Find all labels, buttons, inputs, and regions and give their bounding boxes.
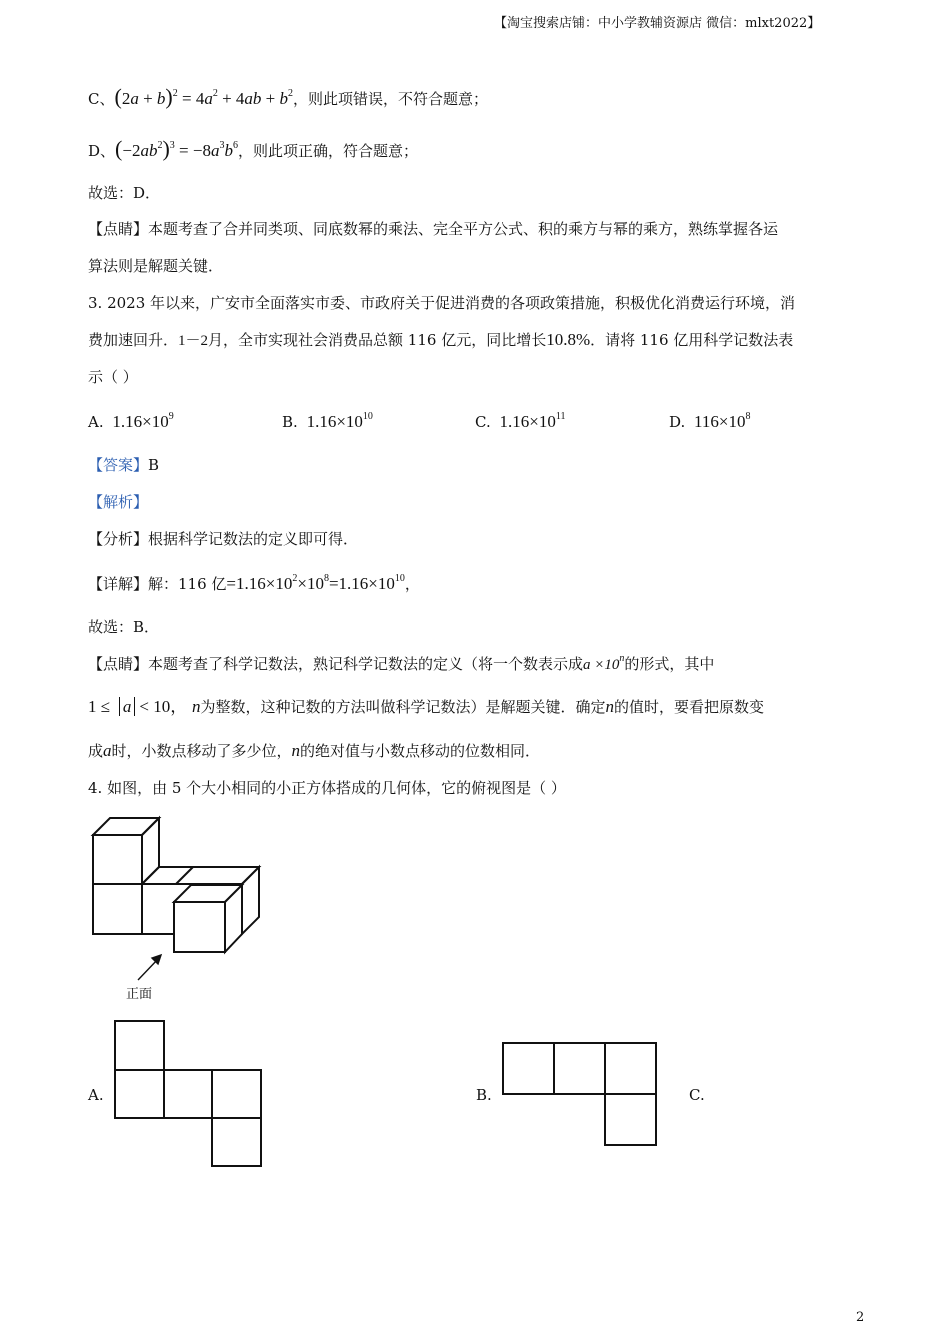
option-d-label: D、 [88, 142, 116, 160]
option-mantissa: 1.16×10 [112, 412, 169, 431]
option-c-label: C、 [88, 90, 115, 108]
q3-stem-text-c: ．请将 116 亿用科学记数法表 [590, 331, 794, 349]
cube-front-face [93, 884, 142, 934]
detail-exponent: 2 [292, 573, 298, 584]
q4-option-a-label: A. [88, 1086, 104, 1104]
option-d-line [88, 136, 418, 161]
tip-text: 本题考查了科学记数法，熟记科学记数法的定义（将一个数表示成 [148, 655, 584, 673]
detail-math: =1.16×10 [328, 574, 395, 593]
option-d-comment: ，则此项正确，符合题意； [237, 142, 418, 160]
option-exponent: 10 [362, 411, 373, 422]
q3-tip-line-2 [88, 697, 764, 717]
answer-value: B [148, 456, 160, 474]
answer-tag: 【答案】 [88, 456, 149, 474]
q3-tip-line-3 [88, 741, 540, 761]
q3-stem-line-1: 3. 2023 年以来，广安市全面落实市委、市政府关于促进消费的各项政策措施，积极优化消费运行环境，消 [88, 294, 796, 312]
cube-top-face [142, 867, 259, 884]
q3-months: 1－2 [178, 333, 209, 349]
q4-stem: 4. 如图，由 5 个大小相同的小正方体搭成的几何体，它的俯视图是（ ） [88, 779, 566, 797]
detail-end: ， [404, 575, 420, 593]
option-label: C. [475, 413, 491, 431]
option-exponent: 11 [555, 411, 566, 422]
option-exponent: 8 [745, 411, 751, 422]
q3-tip-line-1 [88, 654, 714, 675]
detail-exponent: 8 [323, 573, 329, 584]
option-d-formula: $(-2ab^2)^3 = -8a^3b^6$ [115, 136, 238, 161]
q4-option-b-label: B. [476, 1086, 492, 1104]
fenxi-text: 根据科学记数法的定义即可得． [148, 530, 359, 548]
tip-tag: 【点睛】 [88, 655, 149, 673]
tip-text: 为整数，这种记数的方法叫做科学记数法）是解题关键．确定 [200, 698, 606, 716]
tip-var-n: n [192, 697, 201, 716]
option-label: A. [88, 413, 104, 431]
analysis-tag: 【解析】 [88, 493, 149, 511]
option-mantissa: 116×10 [694, 412, 746, 431]
cube-side-face [242, 867, 259, 934]
tip-var-a: a [103, 741, 112, 760]
fenxi-tag: 【分析】 [88, 530, 149, 548]
q3-option-a [88, 412, 174, 432]
tip-var-n: n [291, 741, 301, 760]
q4-option-a-figure [114, 1020, 264, 1170]
option-c-formula: $(2a + b)^2 = 4a^2 + 4ab + b^2$ [114, 84, 294, 109]
tip-text: 成 [88, 742, 104, 760]
option-c-comment: ，则此项错误，不符合题意； [293, 90, 489, 108]
q3-percent: 10.8% [546, 330, 591, 349]
option-mantissa: 1.16×10 [499, 412, 556, 431]
prev-tip-line-1 [88, 219, 778, 239]
q3-stem-line-2 [88, 330, 793, 351]
detail-text: 解：116 亿 [148, 575, 227, 593]
cube-front-face [174, 902, 225, 952]
option-mantissa: 1.16×10 [306, 412, 363, 431]
q3-stem-text-a: 费加速回升． [88, 331, 179, 349]
q3-option-d [669, 412, 751, 432]
tip-math: < 10， [139, 697, 188, 716]
detail-math: ×10 [297, 574, 324, 593]
q3-answer-line [88, 455, 159, 475]
q3-option-c [475, 412, 565, 432]
tip-var-n: n [605, 697, 615, 716]
page-header: 【淘宝搜索店铺：中小学教辅资源店 微信：mlxt2022】 [494, 16, 821, 31]
q3-stem-text-b: 月，全市实现社会消费品总额 116 亿元，同比增长 [208, 331, 547, 349]
detail-math: =1.16×10 [226, 574, 293, 593]
q4-solid-figure [86, 812, 266, 992]
tip-math: 1 ≤ [88, 697, 111, 716]
q3-choice: 故选：B． [88, 618, 160, 636]
option-label: B. [282, 413, 298, 431]
front-view-label: 正面 [126, 987, 153, 1002]
option-exponent: 9 [168, 411, 174, 422]
prev-choice: 故选：D． [88, 184, 161, 202]
detail-tag: 【详解】 [88, 575, 149, 593]
page-number: 2 [856, 1310, 865, 1325]
q3-detail-line [88, 574, 420, 594]
edge-line [176, 867, 193, 884]
prev-tip-tag: 【点睛】 [88, 220, 149, 238]
tip-math: a ×10 [583, 657, 620, 673]
tip-text: 的形式，其中 [624, 655, 715, 673]
cube-front-face [93, 835, 142, 884]
option-label: D. [669, 413, 686, 431]
q4-option-c-label: C. [689, 1086, 705, 1104]
front-arrow-head [152, 955, 161, 964]
prev-tip-text-1: 本题考查了合并同类项、同底数幂的乘法、完全平方公式、积的乘方与幂的乘方，熟练掌握各运 [148, 220, 779, 238]
tip-text: 的值时，要看把原数变 [614, 698, 765, 716]
tip-text: 的绝对值与小数点移动的位数相同． [300, 742, 541, 760]
tip-abs-value: a [119, 697, 136, 716]
q3-option-b [282, 412, 373, 432]
tip-exponent: n [619, 653, 625, 664]
option-c-line [88, 84, 489, 109]
detail-exponent: 10 [394, 573, 405, 584]
q4-option-b-figure [502, 1042, 660, 1148]
tip-text: 时，小数点移动了多少位， [111, 742, 292, 760]
prev-tip-text-2: 算法则是解题关键． [88, 257, 224, 275]
q3-fenxi-line [88, 529, 358, 549]
q3-stem-line-3: 示（ ） [88, 368, 138, 386]
